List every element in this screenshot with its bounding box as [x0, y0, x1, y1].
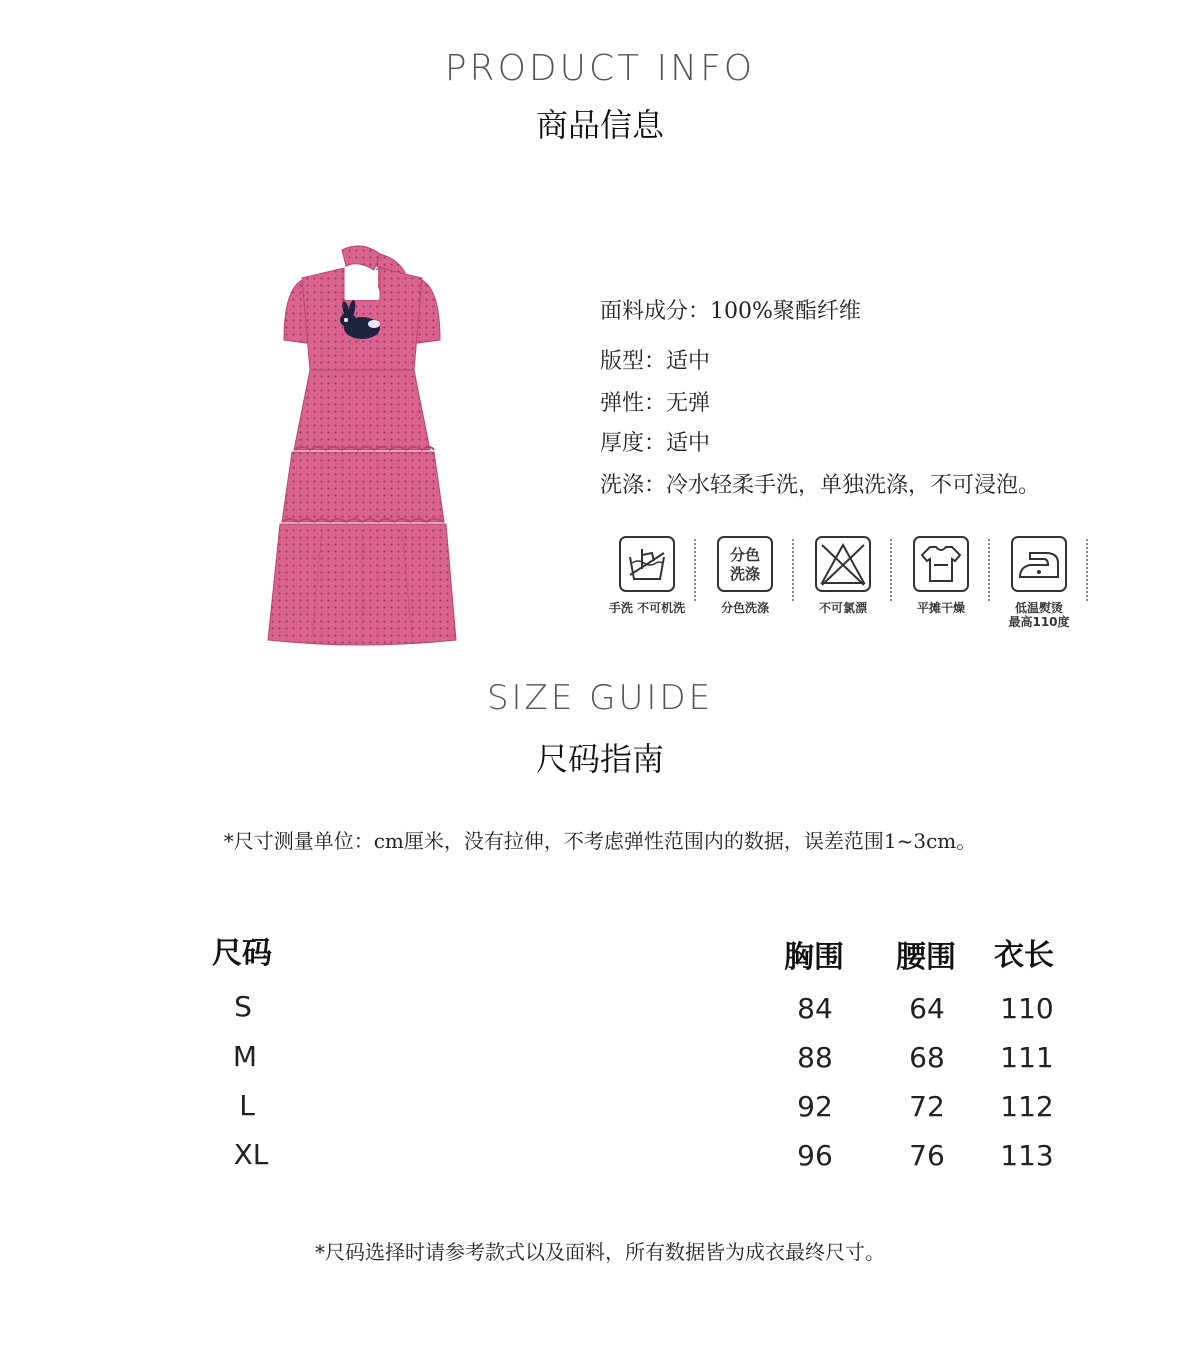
care-label-dry-flat: 平摊干燥 [916, 601, 965, 615]
care-item-dry-flat [892, 535, 990, 635]
product-info-title-en: PRODUCT INFO [444, 48, 756, 89]
dress-product-image [262, 240, 462, 650]
care-item-hand-wash [598, 535, 696, 635]
care-label-separate: 分色洗涤 [720, 601, 769, 615]
row-s-size: S [234, 990, 252, 1023]
hand-wash-icon [618, 535, 676, 593]
row-l-bust: 92 [797, 1090, 833, 1123]
size-note-top: *尺寸测量单位：cm厘米，没有拉伸，不考虑弹性范围内的数据，误差范围1~3cm。 [223, 829, 977, 853]
care-label-no-bleach: 不可氯漂 [818, 601, 867, 615]
no-bleach-icon [814, 535, 872, 593]
low-iron-icon [1010, 535, 1068, 593]
care-item-no-bleach [794, 535, 892, 635]
spec-washing: 洗涤：冷水轻柔手洗，单独洗涤，不可浸泡。 [600, 473, 1041, 498]
row-s-length: 110 [1000, 992, 1054, 1025]
header-bust: 胸围 [784, 940, 844, 975]
row-l-length: 112 [1000, 1090, 1054, 1123]
spec-fabric: 面料成分：100%聚酯纤维 [600, 299, 861, 324]
spec-thickness: 厚度：适中 [600, 431, 711, 456]
care-label-low-iron: 低温熨烫 最高110度 [1008, 601, 1070, 629]
row-m-length: 111 [1000, 1041, 1054, 1074]
row-xl-waist: 76 [909, 1139, 945, 1172]
size-note-bottom: *尺码选择时请参考款式以及面料，所有数据皆为成衣最终尺寸。 [315, 1240, 885, 1264]
dry-flat-icon [912, 535, 970, 593]
size-guide-title-en: SIZE GUIDE [486, 678, 714, 718]
wash-separately-icon [716, 535, 774, 593]
row-l-size: L [239, 1089, 255, 1122]
row-xl-bust: 96 [797, 1139, 833, 1172]
row-xl-size: XL [233, 1138, 269, 1171]
row-m-bust: 88 [797, 1041, 833, 1074]
size-guide-title-cn: 尺码指南 [535, 740, 664, 778]
row-m-waist: 68 [909, 1041, 945, 1074]
header-waist: 腰围 [896, 940, 956, 975]
care-item-low-iron [990, 535, 1088, 635]
spec-elasticity: 弹性：无弹 [600, 391, 711, 416]
wash-separately-icon-text-2: 洗涤 [729, 565, 761, 583]
care-item-separate [696, 535, 794, 635]
row-xl-length: 113 [1000, 1139, 1054, 1172]
row-s-bust: 84 [797, 992, 833, 1025]
header-size: 尺码 [212, 936, 272, 971]
row-l-waist: 72 [909, 1090, 945, 1123]
care-icons-row [598, 535, 1094, 635]
row-m-size: M [232, 1040, 258, 1073]
care-label-hand-wash: 手洗 不可机洗 [608, 601, 686, 615]
header-length: 衣长 [994, 938, 1054, 973]
row-s-waist: 64 [909, 992, 945, 1025]
product-info-title-cn: 商品信息 [535, 106, 664, 144]
wash-separately-icon-text-1: 分色 [729, 546, 761, 564]
spec-fit: 版型：适中 [600, 349, 711, 374]
